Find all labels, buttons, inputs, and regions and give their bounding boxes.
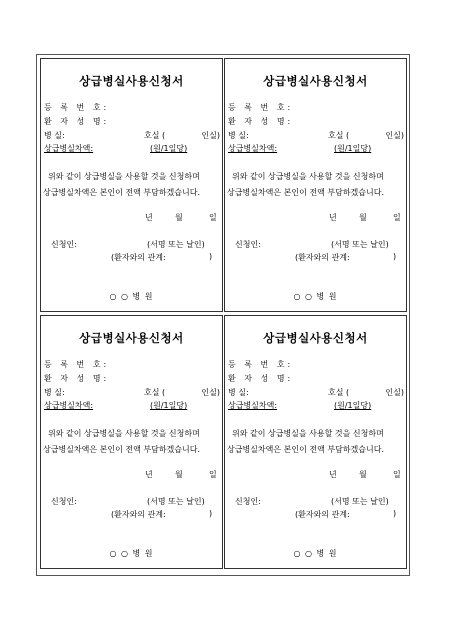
form-title: 상급병실사용신청서 — [263, 74, 368, 88]
relation-close: ) — [393, 252, 397, 261]
statement-line-1: 위와 같이 상급병실을 사용할 것을 신청하며 — [232, 429, 384, 438]
relation-label: (환자와의 관계: — [111, 253, 166, 262]
registration-number-label: 등 록 번 호: — [228, 360, 294, 369]
patient-name-label: 환 자 성 명: — [44, 374, 110, 383]
application-form-card — [224, 58, 407, 312]
year-label: 년 — [145, 213, 153, 222]
form-title: 상급병실사용신청서 — [263, 331, 368, 345]
day-label: 일 — [209, 213, 217, 222]
statement — [43, 426, 222, 458]
patient-name-label: 환 자 성 명: — [228, 374, 294, 383]
month-label: 월 — [359, 213, 367, 222]
year-label: 년 — [329, 470, 337, 479]
registration-number-label: 등 록 번 호: — [228, 103, 294, 112]
signature-label: (서명 또는 날인) — [147, 497, 205, 506]
statement-line-2: 상급병실차액은 본인이 전액 부담하겠습니다. — [43, 188, 201, 197]
hospital-name: ○ ○ 병 원 — [109, 549, 154, 558]
statement-line-2: 상급병실차액은 본인이 전액 부담하겠습니다. — [43, 445, 201, 454]
room-label: 호실 ( — [144, 131, 166, 140]
fee-unit-label: (원/1일당) — [150, 401, 188, 410]
signature-label: (서명 또는 날인) — [331, 497, 389, 506]
statement-line-1: 위와 같이 상급병실을 사용할 것을 신청하며 — [48, 429, 200, 438]
fee-label: 상급병실차액: — [44, 401, 94, 410]
room-label: 호실 ( — [328, 388, 350, 397]
statement-line-1: 위와 같이 상급병실을 사용할 것을 신청하며 — [48, 172, 200, 181]
statement — [227, 169, 406, 201]
year-label: 년 — [329, 213, 337, 222]
room-capacity-label: 인실) — [385, 131, 404, 140]
room-label: 호실 ( — [328, 131, 350, 140]
form-sheet — [36, 54, 410, 576]
statement — [43, 169, 222, 201]
registration-number-label: 등 록 번 호: — [44, 360, 110, 369]
room-capacity-label: 인실) — [201, 388, 220, 397]
room-capacity-label: 인실) — [201, 131, 220, 140]
ward-label: 병 실: — [228, 388, 249, 397]
month-label: 월 — [175, 213, 183, 222]
ward-label: 병 실: — [44, 131, 65, 140]
statement-line-2: 상급병실차액은 본인이 전액 부담하겠습니다. — [227, 188, 385, 197]
relation-close: ) — [209, 252, 213, 261]
applicant-label: 신청인: — [51, 240, 77, 249]
application-form-card — [224, 315, 407, 569]
application-form-card — [40, 58, 223, 312]
day-label: 일 — [209, 470, 217, 479]
fee-label: 상급병실차액: — [228, 144, 278, 153]
ward-label: 병 실: — [228, 131, 249, 140]
applicant-label: 신청인: — [235, 240, 261, 249]
relation-label: (환자와의 관계: — [295, 253, 350, 262]
registration-number-label: 등 록 번 호: — [44, 103, 110, 112]
fee-unit-label: (원/1일당) — [334, 401, 372, 410]
room-capacity-label: 인실) — [385, 388, 404, 397]
relation-close: ) — [209, 509, 213, 518]
day-label: 일 — [393, 470, 401, 479]
year-label: 년 — [145, 470, 153, 479]
room-label: 호실 ( — [144, 388, 166, 397]
application-form-card — [40, 315, 223, 569]
month-label: 월 — [175, 470, 183, 479]
fee-label: 상급병실차액: — [44, 144, 94, 153]
day-label: 일 — [393, 213, 401, 222]
applicant-label: 신청인: — [51, 497, 77, 506]
fee-unit-label: (원/1일당) — [334, 144, 372, 153]
patient-name-label: 환 자 성 명: — [44, 117, 110, 126]
month-label: 월 — [359, 470, 367, 479]
hospital-name: ○ ○ 병 원 — [293, 549, 338, 558]
patient-name-label: 환 자 성 명: — [228, 117, 294, 126]
hospital-name: ○ ○ 병 원 — [293, 292, 338, 301]
relation-close: ) — [393, 509, 397, 518]
statement — [227, 426, 406, 458]
fee-label: 상급병실차액: — [228, 401, 278, 410]
fee-unit-label: (원/1일당) — [150, 144, 188, 153]
relation-label: (환자와의 관계: — [111, 510, 166, 519]
ward-label: 병 실: — [44, 388, 65, 397]
applicant-label: 신청인: — [235, 497, 261, 506]
statement-line-2: 상급병실차액은 본인이 전액 부담하겠습니다. — [227, 445, 385, 454]
statement-line-1: 위와 같이 상급병실을 사용할 것을 신청하며 — [232, 172, 384, 181]
form-title: 상급병실사용신청서 — [79, 74, 184, 88]
signature-label: (서명 또는 날인) — [147, 240, 205, 249]
form-title: 상급병실사용신청서 — [79, 331, 184, 345]
signature-label: (서명 또는 날인) — [331, 240, 389, 249]
relation-label: (환자와의 관계: — [295, 510, 350, 519]
hospital-name: ○ ○ 병 원 — [109, 292, 154, 301]
